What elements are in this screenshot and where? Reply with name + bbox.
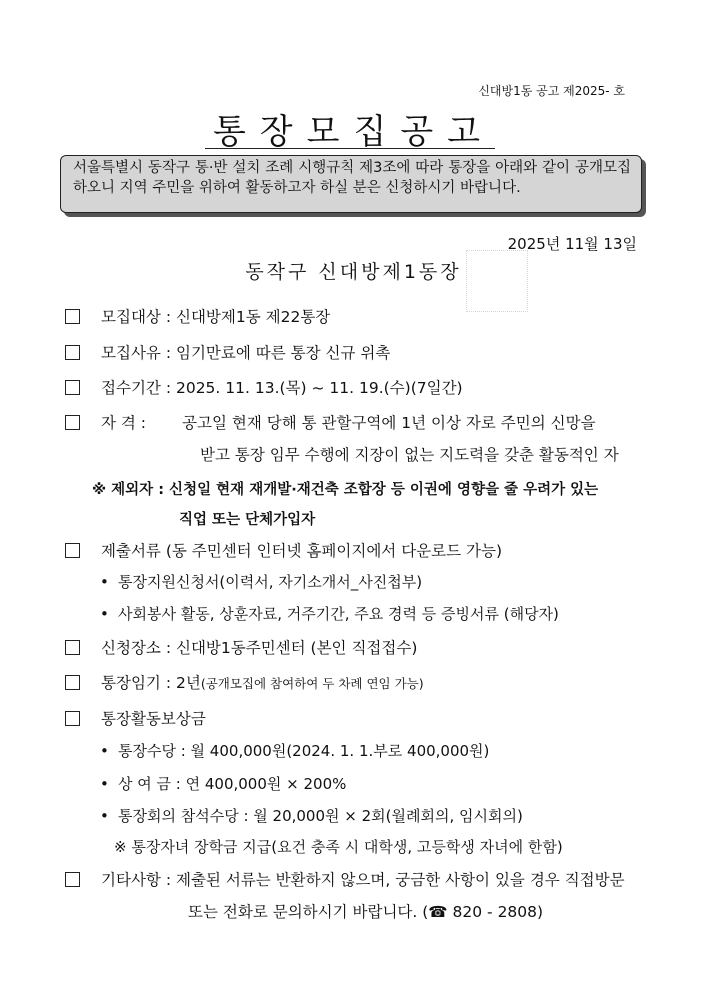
checkbox-other [65,872,80,887]
page-title: 통장모집공고 [212,112,495,152]
item-target: 모집대상 : 신대방제1동 제22통장 [101,308,331,326]
compensation-bullet-1-text: 통장수당 : 월 400,000원(2024. 1. 1.부로 400,000원) [118,742,490,760]
item-other-line-1: 기타사항 : 제출된 서류는 반환하지 않으며, 궁금한 사항이 있을 경우 직접방문 [101,871,625,889]
title-underline [205,148,495,149]
checkbox-documents [65,543,80,558]
compensation-bullet-3-text: 통장회의 참석수당 : 월 20,000원 × 2회(월례회의, 임시회의) [118,807,523,825]
bullet-icon: • [100,742,109,760]
term-label: 통장임기 : 2년 [101,674,201,692]
item-period: 접수기간 : 2025. 11. 13.(목) ~ 11. 19.(수)(7일간) [101,379,463,397]
item-place: 신청장소 : 신대방1동주민센터 (본인 직접접수) [101,639,418,657]
item-term [101,671,424,693]
scholarship-note: ※ 통장자녀 장학금 지급(요건 충족 시 대학생, 고등학생 자녀에 한함) [114,838,563,856]
documents-bullet-1-text: 통장지원신청서(이력서, 자기소개서_사진첩부) [118,573,423,591]
checkbox-qualification [65,415,80,430]
checkbox-term [65,675,80,690]
checkbox-reason [65,345,80,360]
intro-box: 서울특별시 동작구 통·반 설치 조례 시행규칙 제3조에 따라 통장을 아래와 같이 공개모집 하오니 지역 주민을 위하여 활동하고자 하실 분은 신청하시기 바랍니다. [60,155,642,213]
bullet-icon: • [100,573,109,591]
qualification-label: 자 격 : [101,414,147,432]
item-documents: 제출서류 (동 주민센터 인터넷 홈페이지에서 다운로드 가능) [101,542,503,560]
item-other-line-2: 또는 전화로 문의하시기 바랍니다. (☎ 820 - 2808) [188,903,544,921]
bullet-icon: • [100,605,109,623]
item-compensation: 통장활동보상금 [101,710,206,728]
exclusion-note-line-2: 직업 또는 단체가입자 [179,512,316,528]
term-note: (공개모집에 참여하여 두 차례 연임 가능) [200,676,424,691]
item-reason: 모집사유 : 임기만료에 따른 통장 신규 위촉 [101,344,391,362]
compensation-bullet-3 [100,805,523,826]
compensation-bullet-2 [100,773,346,794]
bullet-icon: • [100,807,109,825]
issuer-name: 동작구 신대방제1동장 [245,261,462,283]
checkbox-period [65,380,80,395]
exclusion-note-line-1: ※ 제외자 : 신청일 현재 재개발·재건축 조합장 등 이권에 영향을 줄 우려가 있는 [92,482,599,498]
qualification-line-2: 받고 통장 임무 수행에 지장이 없는 지도력을 갖춘 활동적인 자 [200,446,619,464]
documents-bullet-1 [100,571,422,592]
reference-number: 신대방1동 공고 제2025- 호 [478,84,625,98]
qualification-line-1: 공고일 현재 당해 통 관할구역에 1년 이상 자로 주민의 신망을 [182,414,596,432]
bullet-icon: • [100,775,109,793]
notice-date: 2025년 11월 13일 [507,235,637,253]
checkbox-compensation [65,711,80,726]
checkbox-target [65,309,80,324]
documents-bullet-2 [100,603,559,624]
compensation-bullet-1 [100,740,489,761]
documents-bullet-2-text: 사회봉사 활동, 상훈자료, 거주기간, 주요 경력 등 증빙서류 (해당자) [118,605,559,623]
compensation-bullet-2-text: 상 여 금 : 연 400,000원 × 200% [118,775,347,793]
checkbox-place [65,640,80,655]
